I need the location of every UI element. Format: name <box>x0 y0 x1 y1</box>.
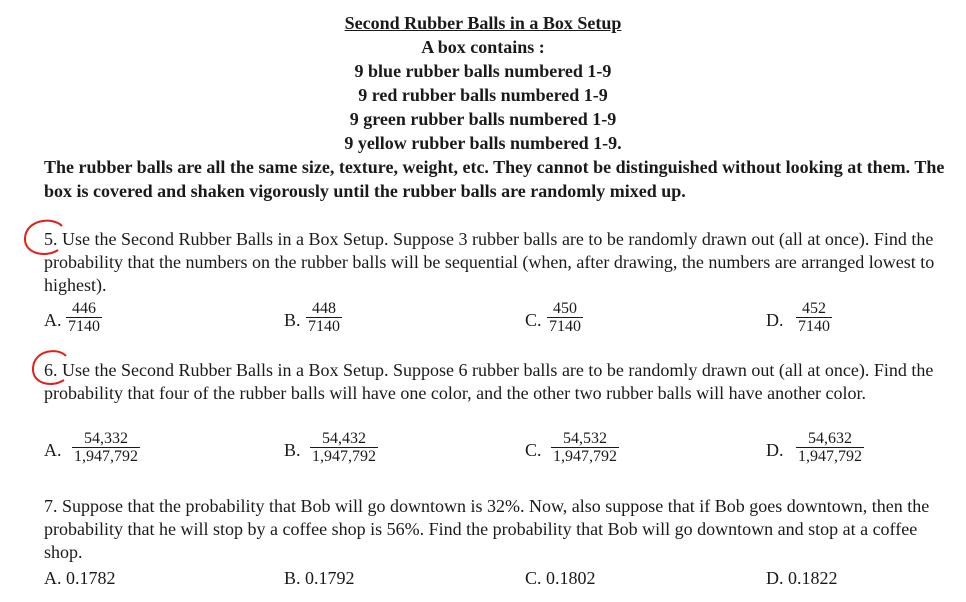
fraction: $\frac{54,432}{1,947,792}$ <box>312 430 376 465</box>
setup-line: 9 blue rubber balls numbered 1-9 <box>354 61 612 81</box>
question-7 <box>44 495 944 588</box>
circle-annotation <box>22 218 70 260</box>
question-5-options: A. $\frac{446}{7140}$ B. $\frac{448}{7140}$ C. $\frac{450}{7140}$ D. $\frac{452}{7140}$ <box>44 300 830 335</box>
question-5 <box>44 228 944 335</box>
circle-annotation <box>30 350 74 390</box>
option-c[interactable]: C. 0.1802 <box>525 568 596 588</box>
setup-line: 9 red rubber balls numbered 1-9 <box>358 85 608 105</box>
question-6-options: A. $\frac{54,332}{1,947,792}$ B. $\frac{54,432}{1,947,792}$ C. $\frac{54,532}{1,947,792}$ D. $\frac{54,632}{1,947,792}$ <box>44 430 862 465</box>
question-5-text: 5. Use the Second Rubber Balls in a Box Setup. Suppose 3 rubber balls are to be randomly drawn out (all at once). Find the probability that the numbers on the rubber balls will be sequential (when, after drawing, the numbers are arranged lowest to highest). <box>44 229 935 295</box>
question-7-options <box>44 567 944 591</box>
setup-line: 9 yellow rubber balls numbered 1-9. <box>344 133 622 153</box>
setup-paragraph: The rubber balls are all the same size, texture, weight, etc. They cannot be distinguished without looking at them. The box is covered and shaken vigorously until the rubber balls are randomly mixed up. <box>44 157 945 201</box>
question-6-text: 6. Use the Second Rubber Balls in a Box Setup. Suppose 6 rubber balls are to be randomly drawn out (all at once). Find the probability that four of the rubber balls will have one color, and the other two rubber balls will have another color. <box>44 360 934 403</box>
setup-title: Second Rubber Balls in a Box Setup <box>344 13 622 33</box>
setup-line: A box contains : <box>421 37 545 57</box>
fraction: $\frac{54,632}{1,947,792}$ <box>798 430 862 465</box>
option-a[interactable]: A. 0.1782 <box>44 568 116 588</box>
fraction: $\frac{448}{7140}$ <box>308 300 340 335</box>
question-6-number: 6. <box>44 360 58 380</box>
question-7-text: 7. Suppose that the probability that Bob will go downtown is 32%. Now, also suppose that if Bob goes downtown, then the probability that he will stop by a coffee shop is 56%. Find the probability that Bob will go downtown and stop at a coffee shop. <box>44 496 930 562</box>
fraction: $\frac{452}{7140}$ <box>798 300 830 335</box>
question-5-number: 5. <box>44 229 58 249</box>
fraction: $\frac{446}{7140}$ <box>68 300 100 335</box>
fraction: $\frac{54,332}{1,947,792}$ <box>74 430 138 465</box>
option-b[interactable]: B. 0.1792 <box>284 568 355 588</box>
option-d[interactable]: D. 0.1822 <box>766 568 838 588</box>
question-6 <box>44 359 944 465</box>
setup-block <box>0 11 966 203</box>
setup-line: 9 green rubber balls numbered 1-9 <box>349 109 617 129</box>
fraction: $\frac{450}{7140}$ <box>549 300 581 335</box>
fraction: $\frac{54,532}{1,947,792}$ <box>553 430 617 465</box>
